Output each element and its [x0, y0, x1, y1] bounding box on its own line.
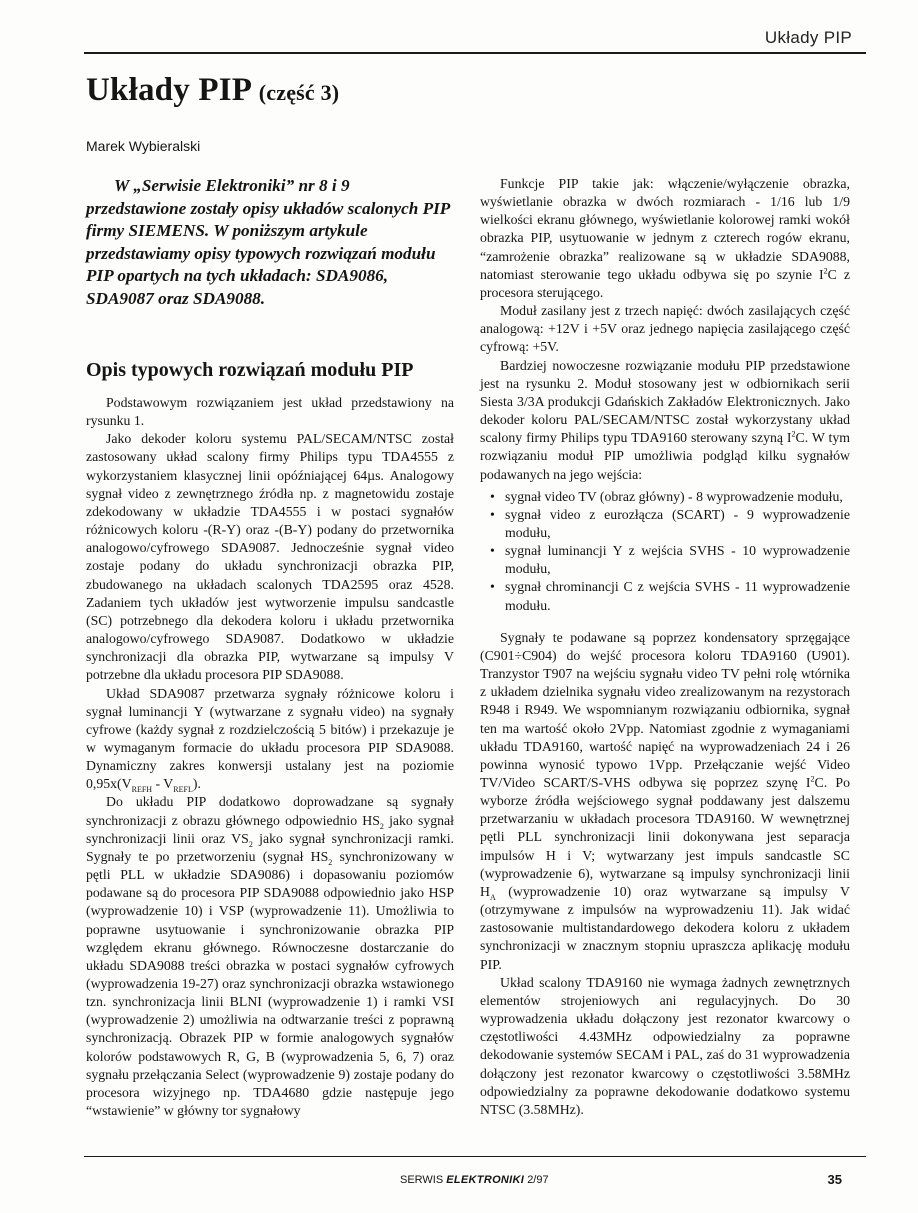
body-paragraph: Jako dekoder koloru systemu PAL/SECAM/NTSC został zastosowany układ scalony firmy Philips typu TDA4555 z wykorzystaniem klasycznej linii opóźniającej 64µs. Analogowy sygnał video z zewnętrznego źródła np. z magnetowidu zostaje zdekodowany w układzie TDA4555 i w postaci sygnałów różnicowych koloru -(R-Y) oraz -(B-Y) podany do przetwornika analogowo/cyfrowego SDA9087. Jednocześnie sygnał video zostaje podany do układu synchronizacji obrazka PIP, zbudowanego na układach scalonych TDA2595 oraz 4528. Zadaniem tych układów jest wytworzenie impulsu sandcastle (SC) potrzebnego dla dekodera koloru i układu przetwornika analogowo/cyfrowego SDA9087. Dodatkowo w układzie synchronizacji dla obrazka PIP, wytwarzane są impulsy V potrzebne dla układu procesora PIP SDA9088.	[86, 431, 454, 683]
list-item: • sygnał video z eurozłącza (SCART) - 9 wyprowadzenie modułu,	[480, 506, 850, 542]
body-paragraph: Podstawowym rozwiązaniem jest układ przedstawiony na rysunku 1.	[86, 395, 454, 429]
body-paragraph: Sygnały te podawane są poprzez kondensatory sprzęgające (C901÷C904) do wejść procesora koloru TDA9160 (U901). Tranzystor T907 na wejściu sygnału video TV pełni rolę wtórnika z układem dzielnika sygnału video zrealizowanym na rezystorach R948 i R949. We wspomnianym rozwiązaniu odbiornika, sygnał ten ma wartość około 2Vpp. Natomiast zgodnie z wymaganiami układu TDA9160, wartość napięć na wyprowadzeniach 24 i 26 powinna wynosić typowo 1Vpp. Przełączanie wejść Video TV/Video SCART/S-VHS odbywa się poprzez szynę $I^2C$. Po wyborze źródła wejściowego sygnał poddawany jest dalszemu przetwarzaniu w układach procesora TDA9160. W wewnętrznej pętli PLL synchronizacji linii dokonywana jest separacja impulsów H i V; wytwarzany jest impuls sandcastle SC (wyprowadzenie 6), wytwarzane są impulsy synchronizacji linii $H_A$ (wyprowadzenie 10) oraz wytwarzane są impulsy V (otrzymywane z impulsów na wyprowadzeniu 11). Jak widać zastosowanie multistandardowego dekodera koloru z układem synchronizacji w znacznym stopniu upraszcza aplikację modułu PIP.	[480, 629, 850, 972]
body-paragraph: Do układu PIP dodatkowo doprowadzane są sygnały synchronizacji z obrazu głównego odpowiednio $HS_2$ jako sygnał synchronizacji linii oraz $VS_2$ jako sygnał synchronizacji ramki. Sygnały te po przetworzeniu (sygnał $HS_2$ synchronizowany w pętli PLL w układzie SDA9086) i dopasowaniu poziomów podawane są do procesora PIP SDA9088 odpowiednio jako HSP (wyprowadzenie 10) i VSP (wyprowadzenie 11). Umożliwia to poprawne usytuowanie i synchronizowanie obrazka PIP względem ekranu głównego. Równoczesne dostarczanie do układu SDA9088 treści obrazka w postaci sygnałów cyfrowych (wyprowadzenia 19-27) oraz synchronizacji obrazka wstawionego tzn. synchronizacja linii BLNI (wyprowadzenie 1) i ramki VSI (wyprowadzenie 2) umożliwia na odtwarzanie treści z poprawną synchronizacją. Obrazek PIP w formie analogowych sygnałów kolorów podstawowych R, G, B (wyprowadzenia 5, 6, 7) oraz sygnału przełączania Select (wyprowadzenie 9) zostaje podany do procesora wizyjnego np. TDA4680 gdzie następuje jego “wstawienie” w główny tor sygnałowy	[86, 794, 454, 1119]
intro-paragraph: W „Serwisie Elektroniki” nr 8 i 9 przedstawione zostały opisy układów scalonych PIP firmy SIEMENS. W poniższym artykule przedstawiamy opisy typowych rozwiązań modułu PIP opartych na tych układach: SDA9086, SDA9087 oraz SDA9088.	[86, 176, 450, 308]
body-paragraph: Moduł zasilany jest z trzech napięć: dwóch zasilających część analogową: +12V i +5V oraz jednego napięcia zasilającego część cyfrową: +5V.	[480, 303, 850, 355]
page-title	[86, 72, 339, 109]
list-item: • sygnał luminancji Y z wejścia SVHS - 10 wyprowadzenie modułu,	[480, 542, 850, 578]
body-paragraph: Funkcje PIP takie jak: włączenie/wyłączenie obrazka, wyświetlanie obrazka w dwóch rozmiarach - 1/16 lub 1/9 wielkości ekranu głównego, wyświetlanie kolorowej ramki wokół obrazka PIP, usytuowanie w jednym z czterech rogów ekranu, “zamrożenie obrazka” realizowane są w układzie SDA9088, natomiast sterowanie tego układu odbywa się po szynie $I^2C$ z procesora sterującego.	[480, 176, 851, 300]
header-rule	[84, 52, 866, 54]
section-label: Układy PIP	[764, 28, 852, 47]
section-heading: Opis typowych rozwiązań modułu PIP	[86, 359, 414, 381]
list-item: • sygnał video TV (obraz główny) - 8 wyprowadzenie modułu,	[480, 488, 850, 506]
body-paragraph: Bardziej nowoczesne rozwiązanie modułu PIP przedstawione jest na rysunku 2. Moduł stosowany jest w odbiornikach serii Siesta 3/3A produkcji Gdańskich Zakładów Elektronicznych. Jako dekoder koloru PAL/SECAM/NTSC został wykorzystany układ scalony firmy Philips typu TDA9160 sterowany szyną $I^2C$. W tym rozwiązaniu moduł PIP umożliwia podgląd kilku sygnałów podawanych na jego wejścia:	[480, 357, 850, 482]
right-column	[480, 175, 850, 1119]
body-paragraph: Układ SDA9087 przetwarza sygnały różnicowe koloru i sygnał luminancji Y (wytwarzane z sygnału video) na sygnały cyfrowe (każdy sygnał z rozdzielczością 5 bitów) i przekazuje je w wymaganym formacie do układu procesora PIP SDA9088. Dynamiczny zakres konwersji ustalany jest na poziomie $0,95x(V_{REFH} - V_{REFL})$.	[86, 685, 454, 795]
footer-rule	[84, 1156, 866, 1157]
page-number: 35	[827, 1172, 842, 1187]
title-part: (część 3)	[258, 80, 340, 105]
list-item: • sygnał chrominancji C z wejścia SVHS - 11 wyprowadzenie modułu.	[480, 578, 850, 614]
input-signal-list	[480, 488, 850, 615]
title-main: Układy PIP	[86, 72, 251, 108]
author: Marek Wybieralski	[86, 138, 201, 154]
footer-magazine: SERWIS ELEKTRONIKI 2/97	[400, 1174, 549, 1186]
left-column	[86, 175, 454, 1120]
body-paragraph: Układ scalony TDA9160 nie wymaga żadnych zewnętrznych elementów strojeniowych ani regulacyjnych. Do 30 wyprowadzenia układu dołączony jest rezonator kwarcowy o częstotliwości 4.43MHz odpowiedzialny za poprawne dekodowanie systemów SECAM i PAL, zaś do 31 wyprowadzenia dołączony jest rezonator kwarcowy o częstotliwości 3.58MHz odpowiedzialny za poprawne dekodowanie dodatkowo systemu NTSC (3.58MHz).	[480, 974, 850, 1117]
